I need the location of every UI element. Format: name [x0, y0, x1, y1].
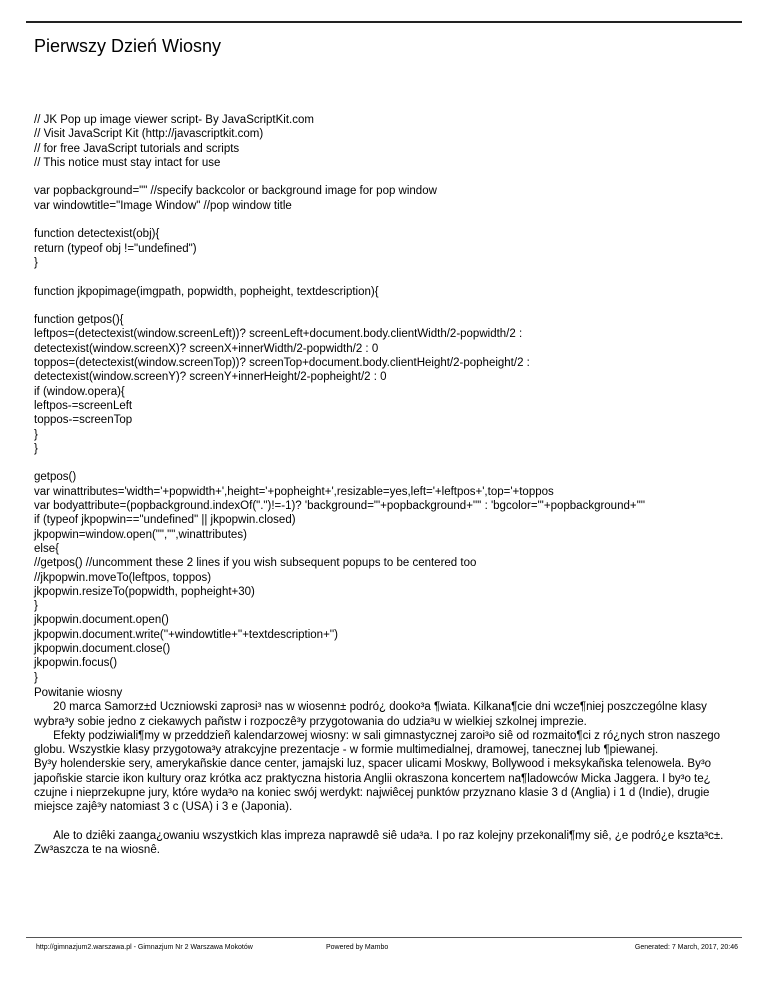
script-line: detectexist(window.screenX)? screenX+innerWidth/2-popwidth/2 : 0 — [34, 342, 379, 355]
script-line: jkpopwin.focus() — [34, 657, 118, 670]
script-line: var winattributes='width='+popwidth+',height='+popheight+',resizable=yes,left='+leftpos+',top='+toppos — [34, 485, 554, 498]
script-code-block — [34, 113, 645, 685]
script-line: function getpos(){ — [34, 314, 124, 327]
script-line: jkpopwin.document.open() — [34, 614, 169, 627]
script-line — [34, 456, 645, 470]
footer-rule — [26, 937, 742, 938]
script-line: if (typeof jkpopwin=="undefined" || jkpopwin.closed) — [34, 514, 296, 527]
script-line: // This notice must stay intact for use — [34, 156, 221, 169]
script-line: leftpos=(detectexist(window.screenLeft))? screenLeft+document.body.clientWidth/2-popwidth/2 : — [34, 328, 523, 341]
script-line: if (window.opera){ — [34, 385, 125, 398]
footer-powered-by: Powered by Mambo — [326, 944, 389, 951]
script-line: function jkpopimage(imgpath, popwidth, popheight, textdescription){ — [34, 285, 379, 298]
script-line: } — [34, 256, 38, 269]
script-line — [34, 170, 645, 184]
script-line: var bodyattribute=(popbackground.indexOf(".")!=-1)? 'background="'+popbackground+'"' : 'bgcolor="'+popbackground+'"' — [34, 500, 646, 513]
script-line — [34, 270, 645, 284]
article-body — [34, 686, 734, 858]
article-paragraph-2: Efekty podziwiali¶my w przeddzieñ kalendarzowej wiosny: w sali gimnastycznej zaroi³o siê od rozmaito¶ci z ró¿nych stron naszego globu. Wszystkie klasy przygotowa³y atrakcyjne prezentacje - w formie multimedialnej, dramowej, tanecznej lub ¶piewanej. — [34, 729, 721, 757]
script-line: //getpos() //uncomment these 2 lines if you wish subsequent popups to be centered too — [34, 557, 477, 570]
article-paragraph-4: Ale to dziêki zaanga¿owaniu wszystkich klas impreza naprawdê siê uda³a. I po raz kolejny przekonali¶my siê, ¿e podró¿e kszta³c±. Zw³aszcza te na wiosnê. — [34, 829, 724, 857]
script-line: } — [34, 428, 38, 441]
script-line: // Visit JavaScript Kit (http://javascriptkit.com) — [34, 128, 264, 141]
script-line: //jkpopwin.moveTo(leftpos, toppos) — [34, 571, 212, 584]
article-heading: Powitanie wiosny — [34, 687, 123, 699]
footer-generated: Generated: 7 March, 2017, 20:46 — [634, 944, 738, 951]
script-line: // for free JavaScript tutorials and scripts — [34, 142, 240, 155]
script-line: // JK Pop up image viewer script- By JavaScriptKit.com — [34, 114, 314, 126]
script-line — [34, 299, 645, 313]
top-rule — [26, 21, 742, 23]
script-line: var windowtitle="Image Window" //pop window title — [34, 199, 292, 212]
script-line: jkpopwin.document.close() — [34, 642, 171, 655]
script-line: getpos() — [34, 471, 77, 484]
script-line — [34, 213, 645, 227]
script-line: jkpopwin=window.open("","",winattributes) — [34, 528, 247, 541]
script-line: var popbackground="" //specify backcolor or background image for pop window — [34, 185, 437, 198]
script-line: leftpos-=screenLeft — [34, 399, 133, 412]
article-paragraph-1: 20 marca Samorz±d Uczniowski zaprosi³ nas w wiosenn± podró¿ dooko³a ¶wiata. Kilkana¶cie dni wcze¶niej poszczególne klasy wybra³y sobie jedno z ciekawych pañstw i rozpoczê³y przygotowania do udzia³u w wielkiej szkolnej imprezie. — [34, 701, 707, 728]
script-line: toppos-=screenTop — [34, 414, 133, 427]
script-line: function detectexist(obj){ — [34, 228, 160, 241]
script-line: } — [34, 600, 38, 613]
script-line: toppos=(detectexist(window.screenTop))? screenTop+document.body.clientHeight/2-popheight/2 : — [34, 357, 530, 370]
script-line: jkpopwin.resizeTo(popwidth, popheight+30) — [34, 585, 255, 598]
script-line: } — [34, 442, 38, 455]
footer-site-link[interactable]: http://gimnazjum2.warszawa.pl - Gimnazjum Nr 2 Warszawa Mokotów — [36, 944, 253, 951]
script-line: detectexist(window.screenY)? screenY+innerHeight/2-popheight/2 : 0 — [34, 371, 387, 384]
script-line: } — [34, 671, 38, 684]
page-title: Pierwszy Dzień Wiosny — [34, 36, 222, 56]
script-line: jkpopwin.document.write(''+windowtitle+''+textdescription+'') — [34, 628, 339, 641]
script-line: return (typeof obj !="undefined") — [34, 242, 197, 255]
article-paragraph-3: By³y holenderskie sery, amerykañskie dance center, jamajski luz, spacer ulicami Moskwy, Bollywood i meksykañska telenowela. By³o japoñskie starcie ikon kultury oraz krótka acz praktyczna historia Anglii okraszona koncertem na¶ladowców Micka Jaggera. I by³o te¿ czujne i nieprzekupne jury, które wyda³o na koniec swój werdykt: najwiêcej punktów przyznano klasie 3 d (Anglia) i 1 d (Indie), drugie miejsce zajê³y natomiast 3 c (USA) i 3 e (Japonia). — [34, 758, 712, 814]
script-line: else{ — [34, 542, 59, 555]
